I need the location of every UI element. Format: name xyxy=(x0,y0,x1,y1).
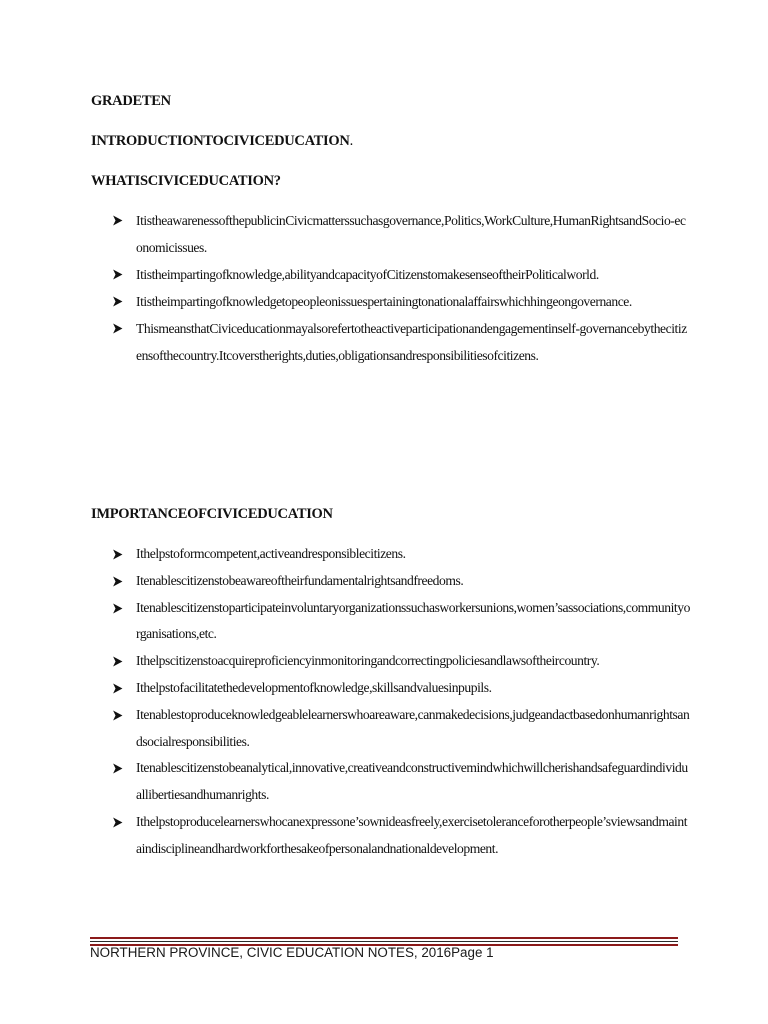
list-item xyxy=(110,648,690,675)
arrowhead-bullet-icon xyxy=(110,675,124,702)
list-item-text: Ithelpstoformcompetent,activeandresponsiblecitizens. xyxy=(136,546,406,561)
arrowhead-bullet-icon xyxy=(110,568,124,595)
list-item-text: Itistheimpartingofknowledge,abilityandcapacityofCitizenstomakesenseoftheirPoliticalworld. xyxy=(136,267,599,282)
list-item-text: Itenablescitizenstobeanalytical,innovative,creativeandconstructivemindwhichwillcherishandsafeguardindividuallibertiesandhumanrights. xyxy=(136,760,688,803)
arrowhead-bullet-icon xyxy=(110,261,124,288)
list-item xyxy=(110,595,690,649)
page-footer: NORTHERN PROVINCE, CIVIC EDUCATION NOTES, 2016Page 1 xyxy=(90,945,494,960)
list-item-text: Ithelpstofacilitatethedevelopmentofknowledge,skillsandvaluesinpupils. xyxy=(136,679,492,695)
list-item xyxy=(110,809,690,863)
list-item-text: Itenablestoproduceknowledgeablelearnerswhoareaware,canmakedecisions,judgeandactbasedonhumanrightsandsocialresponsibilities. xyxy=(136,706,690,749)
importance-list xyxy=(110,541,690,863)
what-list xyxy=(110,207,690,369)
what-heading: WHATISCIVICEDUCATION? xyxy=(91,173,281,189)
list-item-text: Itistheimpartingofknowledgetopeopleonissuespertainingtonationalaffairswhichhingeongovernance. xyxy=(136,294,632,309)
arrowhead-bullet-icon xyxy=(110,809,124,836)
arrowhead-bullet-icon xyxy=(110,595,124,622)
list-item xyxy=(110,702,690,756)
list-item xyxy=(110,755,690,809)
intro-heading-text: INTRODUCTIONTOCIVICEDUCATION xyxy=(91,133,350,149)
arrowhead-bullet-icon xyxy=(110,755,124,782)
arrowhead-bullet-icon xyxy=(110,315,124,342)
list-item-text: Itenablescitizenstobeawareoftheirfundamentalrightsandfreedoms. xyxy=(136,572,464,588)
list-item xyxy=(110,568,690,595)
list-item-text: ThismeansthatCiviceducationmayalsorefertotheactiveparticipationandengagementinself-governancebythecitizensofthecountry.Itcoverstherights,duties,obligationsandresponsibilitiesofcitizens. xyxy=(136,321,687,363)
arrowhead-bullet-icon xyxy=(110,207,124,234)
intro-heading-period: . xyxy=(349,133,353,149)
importance-heading: IMPORTANCEOFCIVICEDUCATION xyxy=(91,506,333,522)
list-item xyxy=(110,261,690,288)
grade-heading: GRADETEN xyxy=(91,93,171,109)
intro-heading xyxy=(91,133,353,150)
list-item xyxy=(110,675,690,702)
list-item xyxy=(110,207,690,261)
list-item-text: Itenablescitizenstoparticipateinvoluntaryorganizationssuchasworkersunions,women’sassociations,communityorganisations,etc. xyxy=(136,599,690,642)
list-item xyxy=(110,315,690,369)
arrowhead-bullet-icon xyxy=(110,648,124,675)
footer-rule-dark xyxy=(90,941,678,942)
arrowhead-bullet-icon xyxy=(110,702,124,729)
arrowhead-bullet-icon xyxy=(110,541,124,568)
list-item-text: Ithelpscitizenstoacquireproficiencyinmonitoringandcorrectingpoliciesandlawsoftheircountry. xyxy=(136,653,600,669)
list-item-text: Ithelpstoproducelearnerswhocanexpressone’sownideasfreely,exercisetoleranceforotherpeople’sviewsandmaintaindisciplineandhardworkforthesakeofpersonalandnationaldevelopment. xyxy=(136,813,688,856)
arrowhead-bullet-icon xyxy=(110,288,124,315)
list-item-text: ItistheawarenessofthepublicinCivicmatterssuchasgovernance,Politics,WorkCulture,HumanRightsandSocio-economicissues. xyxy=(136,213,686,255)
list-item xyxy=(110,288,690,315)
list-item xyxy=(110,541,690,568)
footer-rule-red-top xyxy=(90,937,678,939)
